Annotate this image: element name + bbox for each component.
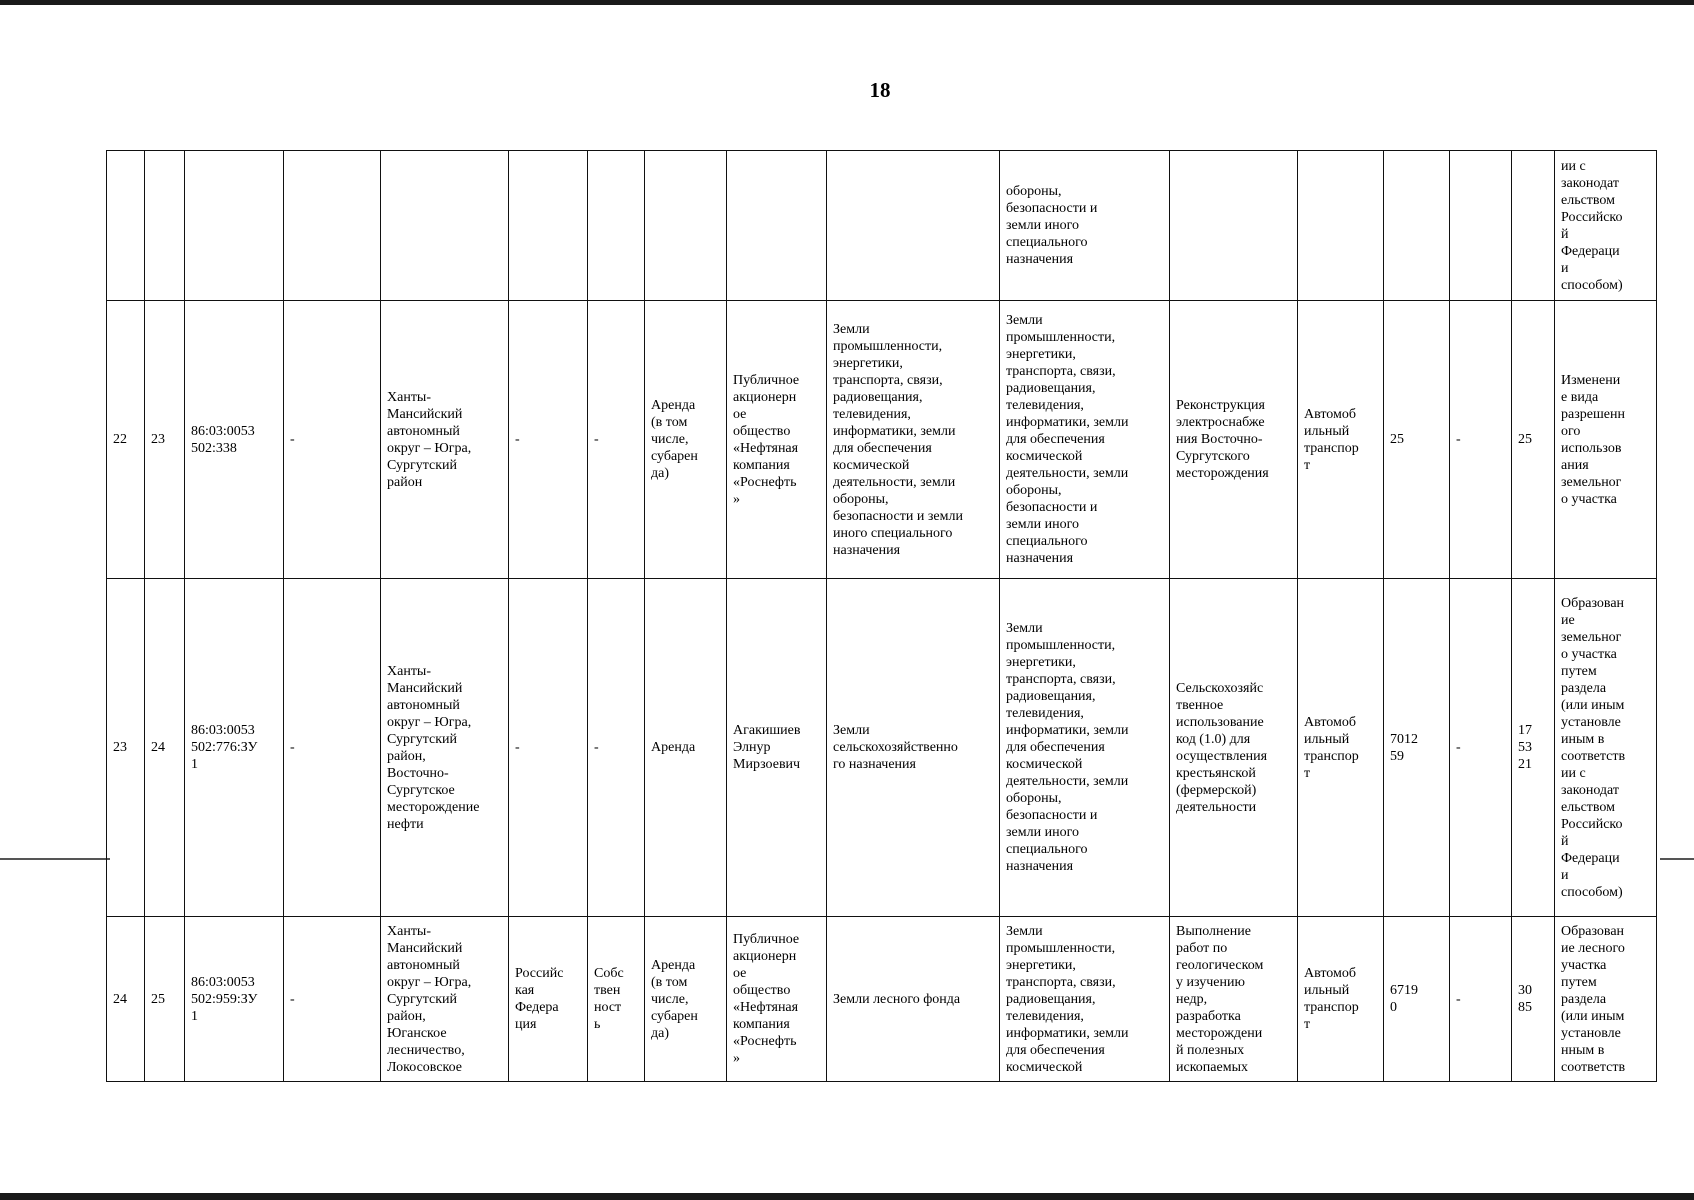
- reason: Образован ие земельног о участка путем раздела (или иным установле иным в соответств ии с законодат ельством Российско й Федераци и способом): [1555, 579, 1657, 917]
- table-row: [107, 579, 1657, 917]
- purpose: [1170, 151, 1298, 301]
- column-4: -: [284, 579, 381, 917]
- right-type: Собс твен ност ь: [588, 917, 645, 1082]
- purpose: Выполнение работ по геологическом у изучению недр, разработка месторождени й полезных ископаемых: [1170, 917, 1298, 1082]
- area-1: 7012 59: [1384, 579, 1450, 917]
- purpose: Реконструкция электроснабже ния Восточно- Сургутского месторождения: [1170, 301, 1298, 579]
- reason: Изменени е вида разрешенн ого использов ания земельног о участка: [1555, 301, 1657, 579]
- cadastral-number: 86:03:0053 502:338: [185, 301, 284, 579]
- category-after: Земли промышленности, энергетики, транспорта, связи, радиовещания, телевидения, информатики, земли для обеспечения космической деятельности, земли обороны, безопасности и земли иного специального назначения: [1000, 301, 1170, 579]
- record-number: 25: [145, 917, 185, 1082]
- record-number: [145, 151, 185, 301]
- owner: [509, 151, 588, 301]
- right-type: -: [588, 301, 645, 579]
- page-bottom-border: [0, 1193, 1694, 1200]
- category-before: Земли сельскохозяйственно го назначения: [827, 579, 1000, 917]
- land-registry-table: [106, 150, 1657, 1082]
- right-type: [588, 151, 645, 301]
- location: Ханты- Мансийский автономный округ – Югра, Сургутский район, Юганское лесничество, Локосовское: [381, 917, 509, 1082]
- area-2: -: [1450, 917, 1512, 1082]
- record-number: 23: [145, 301, 185, 579]
- area-1: [1384, 151, 1450, 301]
- reason: ии с законодат ельством Российско й Федераци и способом): [1555, 151, 1657, 301]
- area-3: [1512, 151, 1555, 301]
- location: [381, 151, 509, 301]
- row-number: [107, 151, 145, 301]
- column-4: -: [284, 301, 381, 579]
- row-number: 22: [107, 301, 145, 579]
- right-type: -: [588, 579, 645, 917]
- page-number: 18: [869, 78, 891, 102]
- holder: [727, 151, 827, 301]
- holder: Публичное акционерн ое общество «Нефтяная компания «Роснефть »: [727, 917, 827, 1082]
- cadastral-number: [185, 151, 284, 301]
- record-number: 24: [145, 579, 185, 917]
- object-type: [1298, 151, 1384, 301]
- category-before: Земли лесного фонда: [827, 917, 1000, 1082]
- category-after: обороны, безопасности и земли иного специального назначения: [1000, 151, 1170, 301]
- encumbrance: Аренда (в том числе, субарен да): [645, 917, 727, 1082]
- row-number: 23: [107, 579, 145, 917]
- holder: Публичное акционерн ое общество «Нефтяная компания «Роснефть »: [727, 301, 827, 579]
- column-4: -: [284, 917, 381, 1082]
- object-type: Автомоб ильный транспор т: [1298, 579, 1384, 917]
- encumbrance: Аренда (в том числе, субарен да): [645, 301, 727, 579]
- encumbrance: Аренда: [645, 579, 727, 917]
- scan-mark-right: [1660, 858, 1694, 860]
- category-after: Земли промышленности, энергетики, транспорта, связи, радиовещания, телевидения, информатики, земли для обеспечения космической: [1000, 917, 1170, 1082]
- owner: -: [509, 301, 588, 579]
- area-3: 25: [1512, 301, 1555, 579]
- purpose: Сельскохозяйс твенное использование код (1.0) для осуществления крестьянской (фермерской) деятельности: [1170, 579, 1298, 917]
- location: Ханты- Мансийский автономный округ – Югра, Сургутский район, Восточно- Сургутское месторождение нефти: [381, 579, 509, 917]
- table-row: [107, 301, 1657, 579]
- area-2: -: [1450, 301, 1512, 579]
- scan-mark-left: [0, 858, 110, 860]
- encumbrance: [645, 151, 727, 301]
- holder: Агакишиев Элнур Мирзоевич: [727, 579, 827, 917]
- area-3: 17 53 21: [1512, 579, 1555, 917]
- area-3: 30 85: [1512, 917, 1555, 1082]
- cadastral-number: 86:03:0053 502:959:ЗУ 1: [185, 917, 284, 1082]
- owner: -: [509, 579, 588, 917]
- area-1: 6719 0: [1384, 917, 1450, 1082]
- table-row: [107, 151, 1657, 301]
- category-after: Земли промышленности, энергетики, транспорта, связи, радиовещания, телевидения, информатики, земли для обеспечения космической деятельности, земли обороны, безопасности и земли иного специального назначения: [1000, 579, 1170, 917]
- reason: Образован ие лесного участка путем раздела (или иным установле нным в соответств: [1555, 917, 1657, 1082]
- area-1: 25: [1384, 301, 1450, 579]
- cadastral-number: 86:03:0053 502:776:ЗУ 1: [185, 579, 284, 917]
- location: Ханты- Мансийский автономный округ – Югра, Сургутский район: [381, 301, 509, 579]
- object-type: Автомоб ильный транспор т: [1298, 301, 1384, 579]
- area-2: [1450, 151, 1512, 301]
- page-top-border: [0, 0, 1694, 5]
- area-2: -: [1450, 579, 1512, 917]
- object-type: Автомоб ильный транспор т: [1298, 917, 1384, 1082]
- category-before: [827, 151, 1000, 301]
- row-number: 24: [107, 917, 145, 1082]
- owner: Российс кая Федера ция: [509, 917, 588, 1082]
- table-row: [107, 917, 1657, 1082]
- column-4: [284, 151, 381, 301]
- category-before: Земли промышленности, энергетики, транспорта, связи, радиовещания, телевидения, информатики, земли для обеспечения космической деятельности, земли обороны, безопасности и земли иного специального назначения: [827, 301, 1000, 579]
